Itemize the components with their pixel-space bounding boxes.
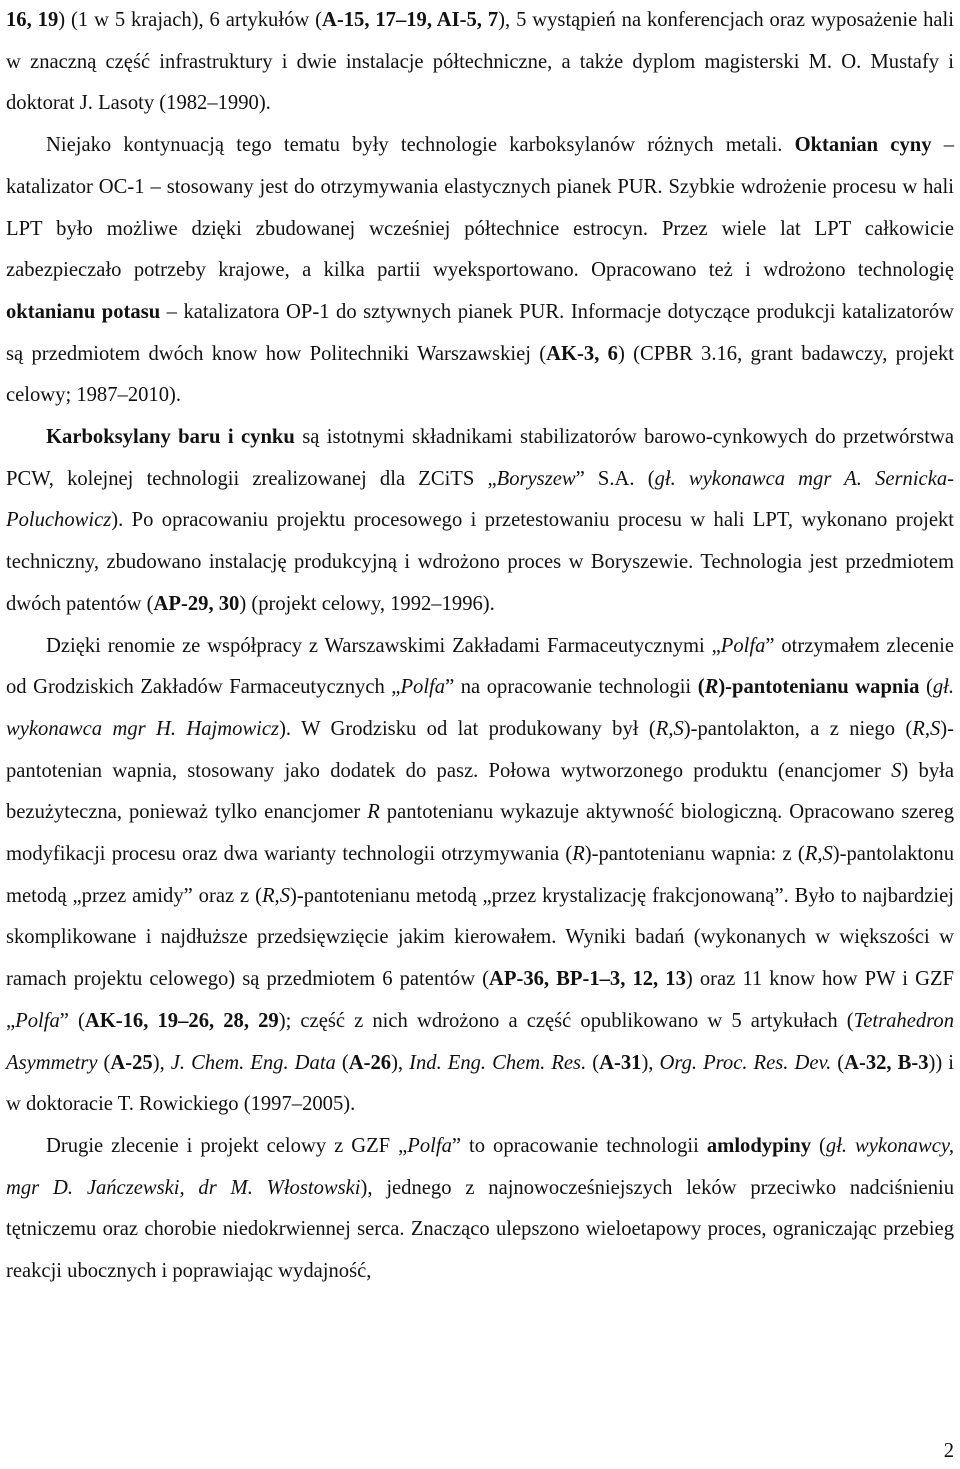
text-run: gł. wykonawcy, mgr D. Jańczewski, dr M. Włostowski bbox=[6, 1134, 954, 1199]
text-run: ); część z nich wdrożono a część opublikowano w 5 artykułach ( bbox=[278, 1009, 854, 1032]
text-run: ( bbox=[97, 1051, 111, 1074]
text-run: – katalizator OC-1 – stosowany jest do otrzymywania elastycznych pianek PUR. Szybkie wdrożenie procesu w hali LPT było możliwe dzięki zbudowanej wcześniej półtechnice estrocyn. Przez wiele lat LPT całkowicie zabezpieczało potrzeby krajowe, a kilka partii wyeksportowano. Opracowano też i wdrożono technologię bbox=[6, 134, 954, 282]
text-run: ), 5 wystąpień na konferencjach oraz wyposażenie hali w znaczną część infrastruktury i dwie instalacje półtechniczne, a także dyplom magisterski M. O. Mustafy i doktorat J. Lasoty (1982–1990). bbox=[6, 9, 954, 115]
text-run: , bbox=[668, 717, 674, 740]
text-run: ( bbox=[831, 1051, 845, 1074]
text-run: ( bbox=[697, 676, 705, 699]
text-run: S bbox=[929, 717, 941, 740]
text-run: Dzięki renomie ze współpracy z Warszawskimi Zakładami Farmaceutycznymi „ bbox=[46, 634, 721, 657]
text-run: J. Chem. Eng. Data bbox=[170, 1051, 336, 1074]
text-run: AK-3, 6 bbox=[546, 342, 618, 365]
page-number: 2 bbox=[943, 1440, 954, 1462]
text-run: )-pantotenianu wapnia bbox=[718, 676, 920, 699]
text-run: A-25 bbox=[110, 1051, 153, 1074]
text-run: R bbox=[912, 717, 925, 740]
text-run: ), bbox=[152, 1051, 171, 1074]
text-run: )-pantolakton, a z niego ( bbox=[683, 717, 913, 740]
text-run: )-pantotenian wapnia, stosowany jako dodatek do pasz. Połowa wytworzonego produktu (enancjomer bbox=[6, 717, 954, 782]
text-run: ” to opracowanie technologii bbox=[451, 1134, 707, 1157]
text-run: Polfa bbox=[15, 1009, 60, 1032]
paragraph bbox=[6, 626, 954, 1126]
text-run: gł. wykonawca mgr A. Sernicka-Poluchowicz bbox=[6, 467, 954, 532]
text-run: R bbox=[704, 676, 719, 699]
text-run: Ind. Eng. Chem. Res. bbox=[409, 1051, 587, 1074]
text-run: , bbox=[274, 884, 280, 907]
text-run: gł. wykonawca mgr H. Hajmowicz bbox=[6, 676, 954, 740]
text-run: ). W Grodzisku od lat produkowany był ( bbox=[279, 717, 656, 740]
text-run: ( bbox=[586, 1051, 600, 1074]
text-run: Org. Proc. Res. Dev. bbox=[659, 1051, 832, 1074]
text-run: ), jednego z najnowocześniejszych leków przeciwko nadciśnieniu tętniczemu oraz chorobie niedokrwiennej serca. Znacząco ulepszono wieloetapowy proces, ograniczając przebieg reakcji ubocznych i poprawiając wydajność, bbox=[6, 1176, 955, 1283]
text-run: ) (1 w 5 krajach), 6 artykułów ( bbox=[58, 9, 322, 31]
paragraph bbox=[6, 0, 954, 125]
text-run: ), bbox=[391, 1051, 410, 1074]
text-run: – katalizatora OP-1 do sztywnych pianek PUR. Informacje dotyczące produkcji katalizatorów są przedmiotem dwóch know how Politechniki Warszawskiej ( bbox=[6, 300, 954, 365]
text-run: S bbox=[673, 717, 684, 740]
text-run: R bbox=[367, 801, 380, 824]
text-run: ). Po opracowaniu projektu procesowego i przetestowaniu procesu w hali LPT, wykonano projekt techniczny, zbudowano instalację produkcyjną i wdrożono proces w Boryszewie. Technologia jest przedmiotem dwóch patentów ( bbox=[6, 509, 954, 615]
text-run: Drugie zlecenie i projekt celowy z GZF „ bbox=[46, 1134, 408, 1157]
paragraph bbox=[6, 417, 954, 626]
text-run: oktanianu potasu bbox=[6, 300, 161, 323]
text-run: Polfa bbox=[720, 634, 766, 657]
text-run: są istotnymi składnikami stabilizatorów barowo-cynkowych do przetwórstwa PCW, kolejnej technologii zrealizowanej dla ZCiTS „ bbox=[6, 426, 954, 490]
body-text bbox=[6, 0, 954, 1293]
text-run: )) i w doktoracie T. Rowickiego (1997–2005). bbox=[6, 1051, 954, 1116]
text-run: AK-16, 19–26, 28, 29 bbox=[84, 1009, 279, 1032]
text-run: R bbox=[572, 843, 585, 866]
text-run: Niejako kontynuacją tego tematu były technologie karboksylanów różnych metali. bbox=[46, 134, 795, 157]
text-run: , bbox=[817, 843, 823, 866]
text-run: R bbox=[655, 717, 669, 740]
text-run: Karboksylany baru i cynku bbox=[46, 426, 295, 449]
text-run: ) oraz 11 know how PW i GZF „ bbox=[6, 968, 954, 1032]
text-run: Polfa bbox=[400, 676, 446, 699]
text-run: ” na opracowanie technologii bbox=[445, 676, 698, 699]
text-run: )-pantotenianu wapnia: z ( bbox=[584, 843, 805, 866]
text-run: ( bbox=[811, 1134, 826, 1157]
text-run: A-26 bbox=[348, 1051, 392, 1074]
text-run: amlodypiny bbox=[706, 1134, 812, 1157]
text-run: R bbox=[804, 843, 818, 866]
text-run: Boryszew bbox=[496, 467, 576, 490]
text-run: S bbox=[891, 759, 902, 782]
text-run: )-pantotenianu metodą „przez krystalizację frakcjonowaną”. Było to najbardziej skomplikowane i najdłuższe przedsięwzięcie jakim kierowałem. Wyniki badań (wykonanych w większości w ramach projektu celowego) są przedmiotem 6 patentów ( bbox=[6, 884, 955, 991]
text-run: ( bbox=[335, 1051, 349, 1074]
text-run: Tetrahedron Asymmetry bbox=[6, 1009, 954, 1074]
text-run: ” ( bbox=[59, 1009, 85, 1032]
text-run: )-pantolaktonu metodą „przez amidy” oraz z ( bbox=[6, 843, 955, 907]
text-run: AP-36, BP-1–3, 12, 13 bbox=[489, 968, 686, 991]
text-run: , bbox=[924, 717, 930, 740]
text-run: pantotenianu wykazuje aktywność biologiczną. Opracowano szereg modyfikacji procesu oraz dwa warianty technologii otrzymywania ( bbox=[6, 801, 954, 866]
text-run: ) (CPBR 3.16, grant badawczy, projekt celowy; 1987–2010). bbox=[6, 342, 955, 407]
text-run: ( bbox=[919, 676, 933, 699]
text-run: A-15, 17–19, AI-5, 7 bbox=[322, 9, 499, 31]
text-run: ” S.A. ( bbox=[575, 467, 655, 490]
text-run: ) (projekt celowy, 1992–1996). bbox=[239, 592, 495, 615]
text-run: ” otrzymałem zlecenie od Grodziskich Zakładów Farmaceutycznych „ bbox=[6, 634, 954, 699]
text-run: A-32, B-3 bbox=[844, 1051, 929, 1074]
paragraph bbox=[6, 125, 954, 417]
text-run: A-31 bbox=[599, 1051, 642, 1074]
text-run: ), bbox=[641, 1051, 660, 1074]
text-run: ) była bezużyteczna, ponieważ tylko enancjomer bbox=[6, 759, 954, 824]
text-run: R bbox=[261, 884, 275, 907]
text-run: Polfa bbox=[407, 1134, 452, 1157]
text-run: 16, 19 bbox=[6, 9, 59, 31]
text-run: S bbox=[822, 843, 833, 866]
text-run: AP-29, 30 bbox=[153, 592, 240, 615]
text-run: Oktanian cyny bbox=[794, 134, 932, 157]
text-run: S bbox=[279, 884, 290, 907]
paragraph bbox=[6, 1126, 954, 1293]
